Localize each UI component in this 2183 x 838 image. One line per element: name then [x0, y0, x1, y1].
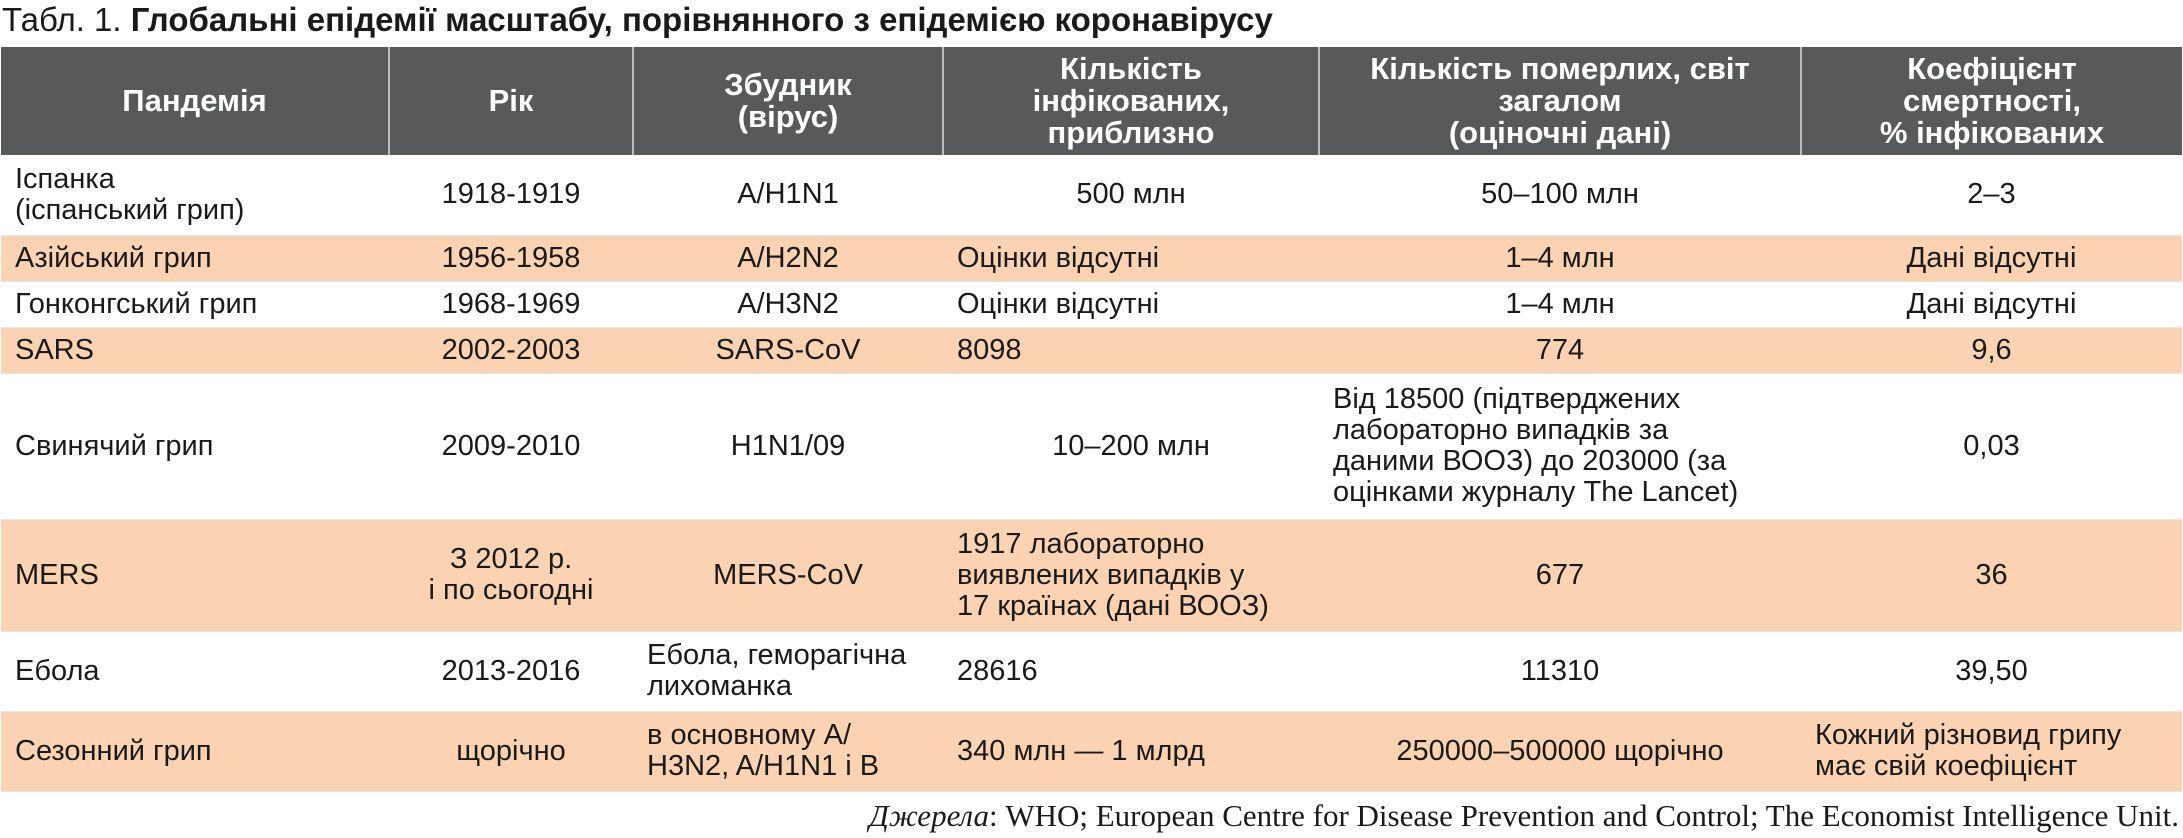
caption-title: Глобальні епідемії масштабу, порівнянного з епідемією коронавірусу	[130, 1, 1273, 38]
cell-year: 2002-2003	[389, 327, 633, 373]
header-infected: Кількість інфікованих, приблизно	[943, 47, 1319, 155]
cell-year: 1968-1969	[389, 281, 633, 327]
cell-deaths: 677	[1319, 519, 1801, 631]
cell-deaths: 1–4 млн	[1319, 281, 1801, 327]
cell-pathogen: MERS-CoV	[633, 519, 943, 631]
cell-mortality: 9,6	[1801, 327, 2182, 373]
source-label: Джерела	[869, 798, 989, 833]
table-row	[1, 235, 2182, 281]
cell-year: 2009-2010	[389, 373, 633, 519]
cell-mortality: 36	[1801, 519, 2182, 631]
cell-mortality: 0,03	[1801, 373, 2182, 519]
cell-infected: 340 млн — 1 млрд	[943, 711, 1319, 791]
table-row	[1, 519, 2182, 631]
cell-mortality: 39,50	[1801, 631, 2182, 711]
header-year: Рік	[389, 47, 633, 155]
cell-deaths: 1–4 млн	[1319, 235, 1801, 281]
cell-pandemic: Азійський грип	[1, 235, 389, 281]
cell-pandemic: Іспанка (іспанський грип)	[1, 155, 389, 235]
cell-year: 2013-2016	[389, 631, 633, 711]
cell-infected: 500 млн	[943, 155, 1319, 235]
table-header-row	[1, 47, 2182, 155]
cell-deaths: 250000–500000 щорічно	[1319, 711, 1801, 791]
cell-pathogen: A/H2N2	[633, 235, 943, 281]
cell-pathogen: A/H3N2	[633, 281, 943, 327]
table-row	[1, 373, 2182, 519]
cell-year: 1956-1958	[389, 235, 633, 281]
cell-infected: Оцінки відсутні	[943, 235, 1319, 281]
cell-pandemic: SARS	[1, 327, 389, 373]
epidemics-table	[1, 47, 2182, 792]
cell-pandemic: Сезонний грип	[1, 711, 389, 791]
cell-pathogen: A/H1N1	[633, 155, 943, 235]
cell-pathogen: H1N1/09	[633, 373, 943, 519]
header-mortality: Коефіцієнт смертності, % інфікованих	[1801, 47, 2182, 155]
cell-pandemic: Гонконгський грип	[1, 281, 389, 327]
caption-prefix: Табл. 1.	[2, 1, 131, 38]
source-note	[869, 796, 2179, 836]
cell-year: 1918-1919	[389, 155, 633, 235]
cell-pathogen: Ебола, геморагічна лихоманка	[633, 631, 943, 711]
cell-infected: 8098	[943, 327, 1319, 373]
cell-pandemic: Свинячий грип	[1, 373, 389, 519]
table-row	[1, 327, 2182, 373]
header-deaths: Кількість померлих, світ загалом (оціночні дані)	[1319, 47, 1801, 155]
table-row	[1, 155, 2182, 235]
cell-deaths: 11310	[1319, 631, 1801, 711]
cell-pandemic: Ебола	[1, 631, 389, 711]
cell-infected: 10–200 млн	[943, 373, 1319, 519]
table-caption	[2, 0, 1273, 44]
header-pathogen: Збудник (вірус)	[633, 47, 943, 155]
cell-infected: 1917 лабораторно виявлених випадків у 17 країнах (дані ВООЗ)	[943, 519, 1319, 631]
cell-year: З 2012 р. і по сьогодні	[389, 519, 633, 631]
cell-deaths: Від 18500 (підтверджених лабораторно випадків за даними ВООЗ) до 203000 (за оцінками журналу The Lancet)	[1319, 373, 1801, 519]
cell-pathogen: в основному A/ H3N2, A/H1N1 і B	[633, 711, 943, 791]
cell-mortality: Дані відсутні	[1801, 281, 2182, 327]
header-pandemic: Пандемія	[1, 47, 389, 155]
cell-mortality: 2–3	[1801, 155, 2182, 235]
table-row	[1, 281, 2182, 327]
table-row	[1, 711, 2182, 791]
cell-pandemic: MERS	[1, 519, 389, 631]
cell-mortality: Дані відсутні	[1801, 235, 2182, 281]
cell-mortality: Кожний різновид грипу має свій коефіцієнт	[1801, 711, 2182, 791]
cell-year: щорічно	[389, 711, 633, 791]
cell-pathogen: SARS-CoV	[633, 327, 943, 373]
cell-infected: 28616	[943, 631, 1319, 711]
cell-infected: Оцінки відсутні	[943, 281, 1319, 327]
source-text: : WHO; European Centre for Disease Prevention and Control; The Economist Intelligence Unit.	[988, 798, 2179, 833]
cell-deaths: 50–100 млн	[1319, 155, 1801, 235]
cell-deaths: 774	[1319, 327, 1801, 373]
table-row	[1, 631, 2182, 711]
